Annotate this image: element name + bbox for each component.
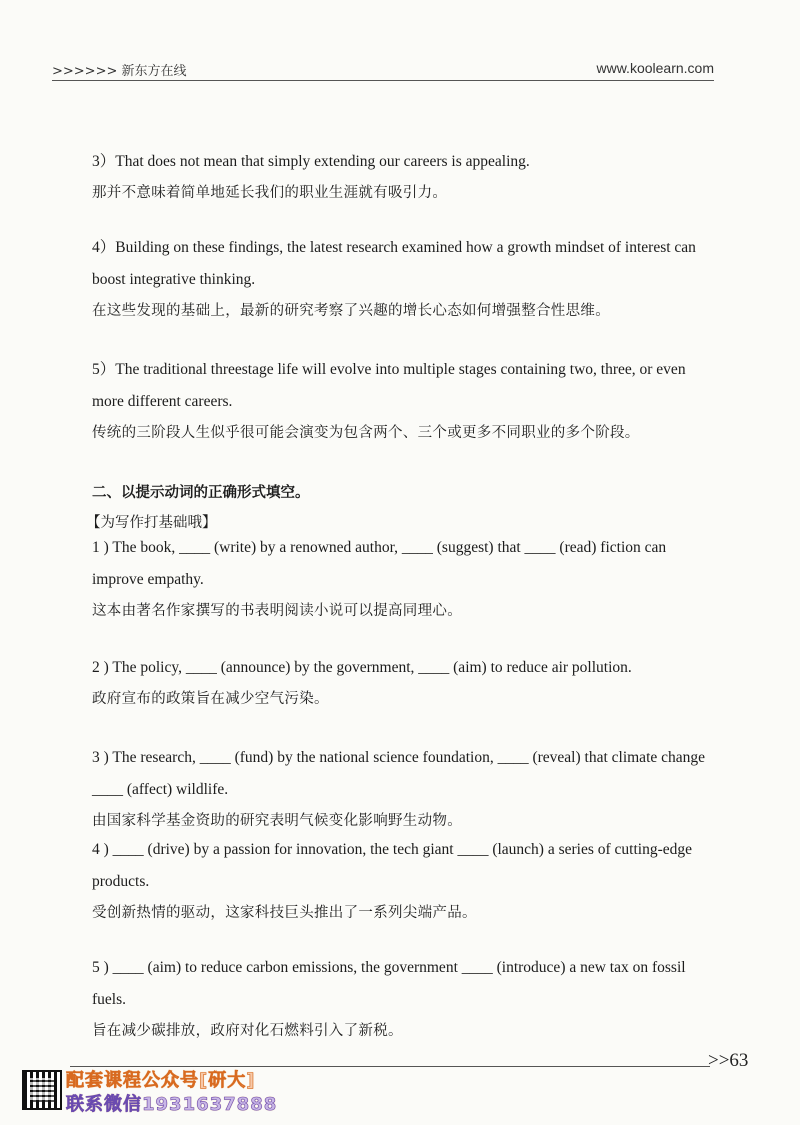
section-heading: 二、以提示动词的正确形式填空。: [92, 485, 310, 501]
watermark-line-1: 配套课程公众号[研大]: [66, 1070, 256, 1091]
item-english: 4）Building on these findings, the latest research examined how a growth mindset of interest can boost integrative thinking.: [92, 239, 696, 288]
item-english: 5）The traditional threestage life will evolve into multiple stages containing two, three, or even more different careers.: [92, 361, 686, 410]
item-chinese: 传统的三阶段人生似乎很可能会演变为包含两个、三个或更多不同职业的多个阶段。: [92, 425, 640, 441]
exercise-1: [92, 532, 720, 626]
exercise-chinese: 政府宣布的政策旨在减少空气污染。: [92, 691, 329, 707]
exercise-english: 1 ) The book, ____ (write) by a renowned author, ____ (suggest) that ____ (read) fiction can improve empathy.: [92, 539, 667, 588]
item-english: 3）That does not mean that simply extending our careers is appealing.: [92, 153, 530, 170]
qr-code-icon: [22, 1070, 62, 1110]
item-chinese: 那并不意味着简单地延长我们的职业生涯就有吸引力。: [92, 185, 448, 201]
exercise-chinese: 由国家科学基金资助的研究表明气候变化影响野生动物。: [92, 813, 462, 829]
page-header: [52, 58, 714, 81]
header-url: www.koolearn.com: [596, 60, 714, 76]
header-brand: >>>>>> 新东方在线: [52, 64, 187, 79]
exercise-chinese: 这本由著名作家撰写的书表明阅读小说可以提高同理心。: [92, 603, 462, 619]
exercise-4: [92, 834, 720, 928]
exercise-chinese: 受创新热情的驱动，这家科技巨头推出了一系列尖端产品。: [92, 905, 477, 921]
exercise-english: 5 ) ____ (aim) to reduce carbon emissions, the government ____ (introduce) a new tax on fossil fuels.: [92, 959, 686, 1008]
exercise-english: 4 ) ____ (drive) by a passion for innovation, the tech giant ____ (launch) a series of cutting-edge products.: [92, 841, 693, 890]
exercise-2: [92, 652, 720, 714]
item-chinese: 在这些发现的基础上，最新的研究考察了兴趣的增长心态如何增强整合性思维。: [92, 303, 610, 319]
exercise-chinese: 旨在减少碳排放，政府对化石燃料引入了新税。: [92, 1023, 403, 1039]
section-heading-block: [86, 478, 720, 538]
exercise-english: 3 ) The research, ____ (fund) by the national science foundation, ____ (reveal) that climate change ____ (affect) wildlife.: [92, 749, 706, 798]
section-subheading: 【为写作打基础哦】: [86, 515, 217, 531]
item-5: [92, 354, 720, 448]
exercise-3: [92, 742, 720, 836]
watermark-line-2: 联系微信1931637888: [66, 1094, 278, 1115]
exercise-english: 2 ) The policy, ____ (announce) by the government, ____ (aim) to reduce air pollution.: [92, 659, 632, 676]
item-3: [92, 146, 720, 208]
item-4: [92, 232, 720, 326]
exercise-5: [92, 952, 720, 1046]
page-number: >>63: [708, 1050, 749, 1071]
